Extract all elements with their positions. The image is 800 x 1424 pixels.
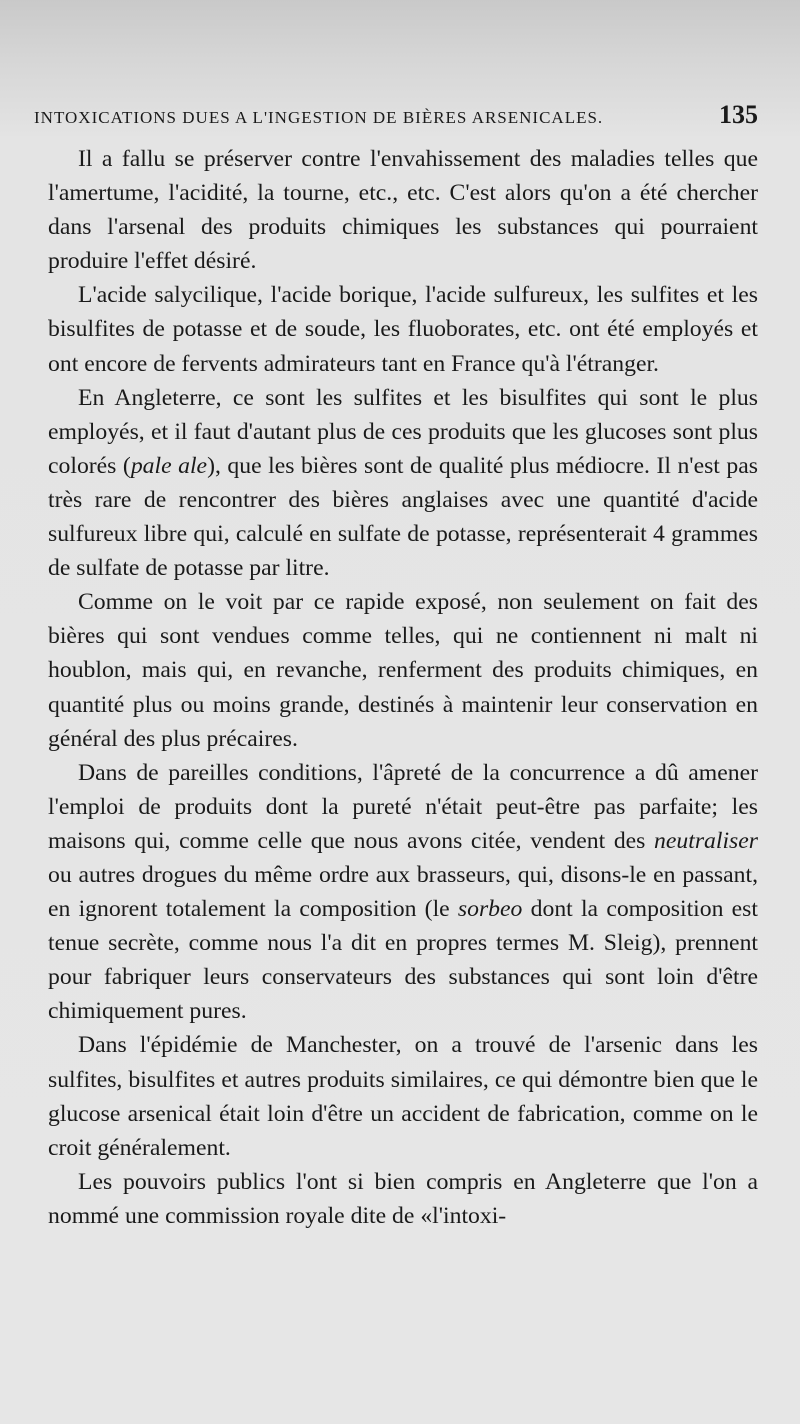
text-run: ), que les bières sont de qualité plus médiocre. Il n'est pas très rare de rencontrer des bières anglaises avec une quantité d'acide sulfureux libre qui, calculé en sulfate de potasse, représenterait 4 grammes de sulfate de potasse par litre. <box>48 452 758 582</box>
italic-run: sorbeo <box>457 896 523 923</box>
running-head: INTOXICATIONS DUES A L'INGESTION DE BIÈRES ARSENICALES. <box>34 108 604 127</box>
italic-run: pale ale <box>130 452 208 479</box>
text-run: L'acide salycilique, l'acide borique, l'acide sulfureux, les sulfites et les bisulfites de potasse et de soude, les fluoborates, etc. ont été employés et ont encore de fervents admirateurs tant en France qu'à l'étranger. <box>48 282 758 377</box>
paragraph <box>48 142 758 278</box>
page-number: 135 <box>719 100 758 129</box>
text-run: Dans de pareilles conditions, l'âpreté de la concurrence a dû amener l'emploi de produits dont la pureté n'était peut-être pas parfaite; les maisons qui, comme celle que nous avons citée, vendent des <box>48 759 758 854</box>
text-run: ou autres drogues du même ordre aux brasseurs, qui, disons-le en passant, en ignorent totalement la composition (le <box>48 861 758 923</box>
paragraph <box>48 585 758 755</box>
paragraph <box>48 381 758 586</box>
paragraph <box>48 1165 758 1233</box>
text-run: Dans l'épidémie de Manchester, on a trouvé de l'arsenic dans les sulfites, bisulfites et autres produits similaires, ce qui démontre bien que le glucose arsenical était loin d'être un accident de fabrication, comme on le croit généralement. <box>48 1032 758 1161</box>
text-run: Les pouvoirs publics l'ont si bien compris en Angleterre que l'on a nommé une commission royale dite de «l'intoxi- <box>48 1168 758 1229</box>
paragraph <box>48 278 758 380</box>
italic-run: neutraliser <box>654 827 758 854</box>
text-run: En Angleterre, ce sont les sulfites et les bisulfites qui sont le plus employés, et il faut d'autant plus de ces produits que les glucoses sont plus colorés ( <box>48 384 758 479</box>
text-run: Il a fallu se préserver contre l'envahissement des maladies telles que l'amertume, l'acidité, la tourne, etc., etc. C'est alors qu'on a été chercher dans l'arsenal des produits chimiques les substances qui pourraient produire l'effet désiré. <box>48 146 758 275</box>
text-run: dont la composition est tenue secrète, comme nous l'a dit en propres termes M. Sleig), prennent pour fabriquer leurs conservateurs des substances qui sont loin d'être chimiquement pures. <box>48 896 758 1025</box>
paragraph <box>48 1028 758 1164</box>
text-run: Comme on le voit par ce rapide exposé, non seulement on fait des bières qui sont vendues comme telles, qui ne contiennent ni malt ni houblon, mais qui, en revanche, renferment des produits chimiques, en quantité plus ou moins grande, destinés à maintenir leur conservation en général des plus précaires. <box>48 589 758 752</box>
body-text <box>48 142 758 1233</box>
paragraph <box>48 756 758 1029</box>
page-header <box>34 100 764 130</box>
